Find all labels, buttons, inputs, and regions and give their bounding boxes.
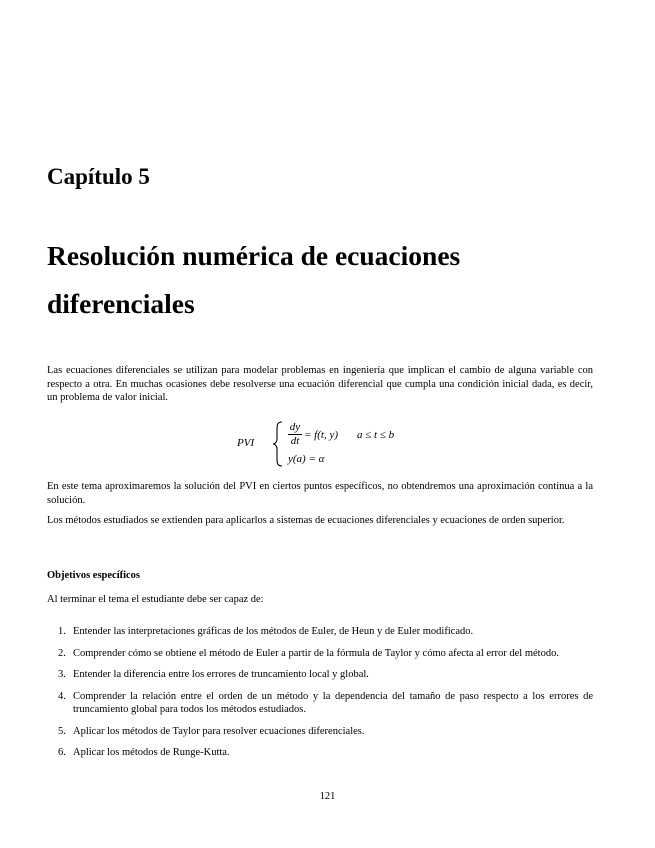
objectives-intro: Al terminar el tema el estudiante debe ser capaz de:: [47, 594, 264, 605]
section-title: Objetivos específicos: [47, 570, 141, 581]
brace-icon: [272, 421, 284, 467]
item-text: Entender la diferencia entre los errores de truncamiento local y global.: [73, 669, 369, 680]
item-number: 5.: [58, 725, 66, 737]
chapter-label: Capítulo 5: [47, 164, 150, 189]
item-number: 3.: [58, 669, 66, 680]
approx-paragraph: En este tema aproximaremos la solución del PVI en ciertos puntos específicos, no obtendremos una aproximación continua a la solución.: [47, 481, 593, 506]
item-number: 6.: [58, 747, 66, 758]
intro-paragraph: Las ecuaciones diferenciales se utilizan para modelar problemas en ingeniería que implican el cambio de alguna variable con respecto a otra. En muchas ocasiones debe resolverse una ecuación diferencial que cumpla una condición inicial dada, es decir, un problema de valor inicial.: [47, 365, 593, 403]
page-number: 121: [319, 791, 336, 802]
list-item: [47, 668, 593, 682]
list-item: [47, 647, 593, 661]
item-number: 1.: [58, 626, 66, 637]
extension-paragraph: Los métodos estudiados se extienden para aplicarlos a sistemas de ecuaciones diferenciales y ecuaciones de orden superior.: [47, 515, 565, 526]
item-text: Entender las interpretaciones gráficas de los métodos de Euler, de Heun y de Euler modificado.: [73, 626, 474, 637]
equation-label: PVI: [237, 437, 255, 449]
item-text: Comprender la relación entre el orden de un método y la dependencia del tamaño de paso respecto a los errores de truncamiento global para todos los métodos estudiados.: [73, 690, 593, 715]
item-number: 2.: [58, 647, 66, 659]
item-number: 4.: [58, 690, 66, 702]
fraction-numerator: dy: [289, 421, 301, 433]
equation-range: a ≤ t ≤ b: [357, 429, 395, 441]
item-text: Aplicar los métodos de Taylor para resolver ecuaciones diferenciales.: [73, 725, 365, 737]
objectives-list: [47, 625, 593, 768]
equation-rhs: = f(t, y): [304, 429, 338, 441]
item-text: Aplicar los métodos de Runge-Kutta.: [73, 747, 230, 758]
list-item: [47, 746, 593, 760]
list-item: [47, 690, 593, 717]
derivative-fraction: [288, 422, 302, 447]
chapter-title: Resolución numérica de ecuaciones diferenciales: [47, 240, 461, 319]
list-item: [47, 725, 593, 739]
initial-condition: y(a) = α: [288, 453, 325, 465]
list-item: [47, 625, 593, 639]
item-text: Comprender cómo se obtiene el método de Euler a partir de la fórmula de Taylor y cómo afecta al error del método.: [73, 647, 559, 659]
pvi-equation: [236, 421, 436, 471]
fraction-denominator: dt: [290, 435, 300, 447]
